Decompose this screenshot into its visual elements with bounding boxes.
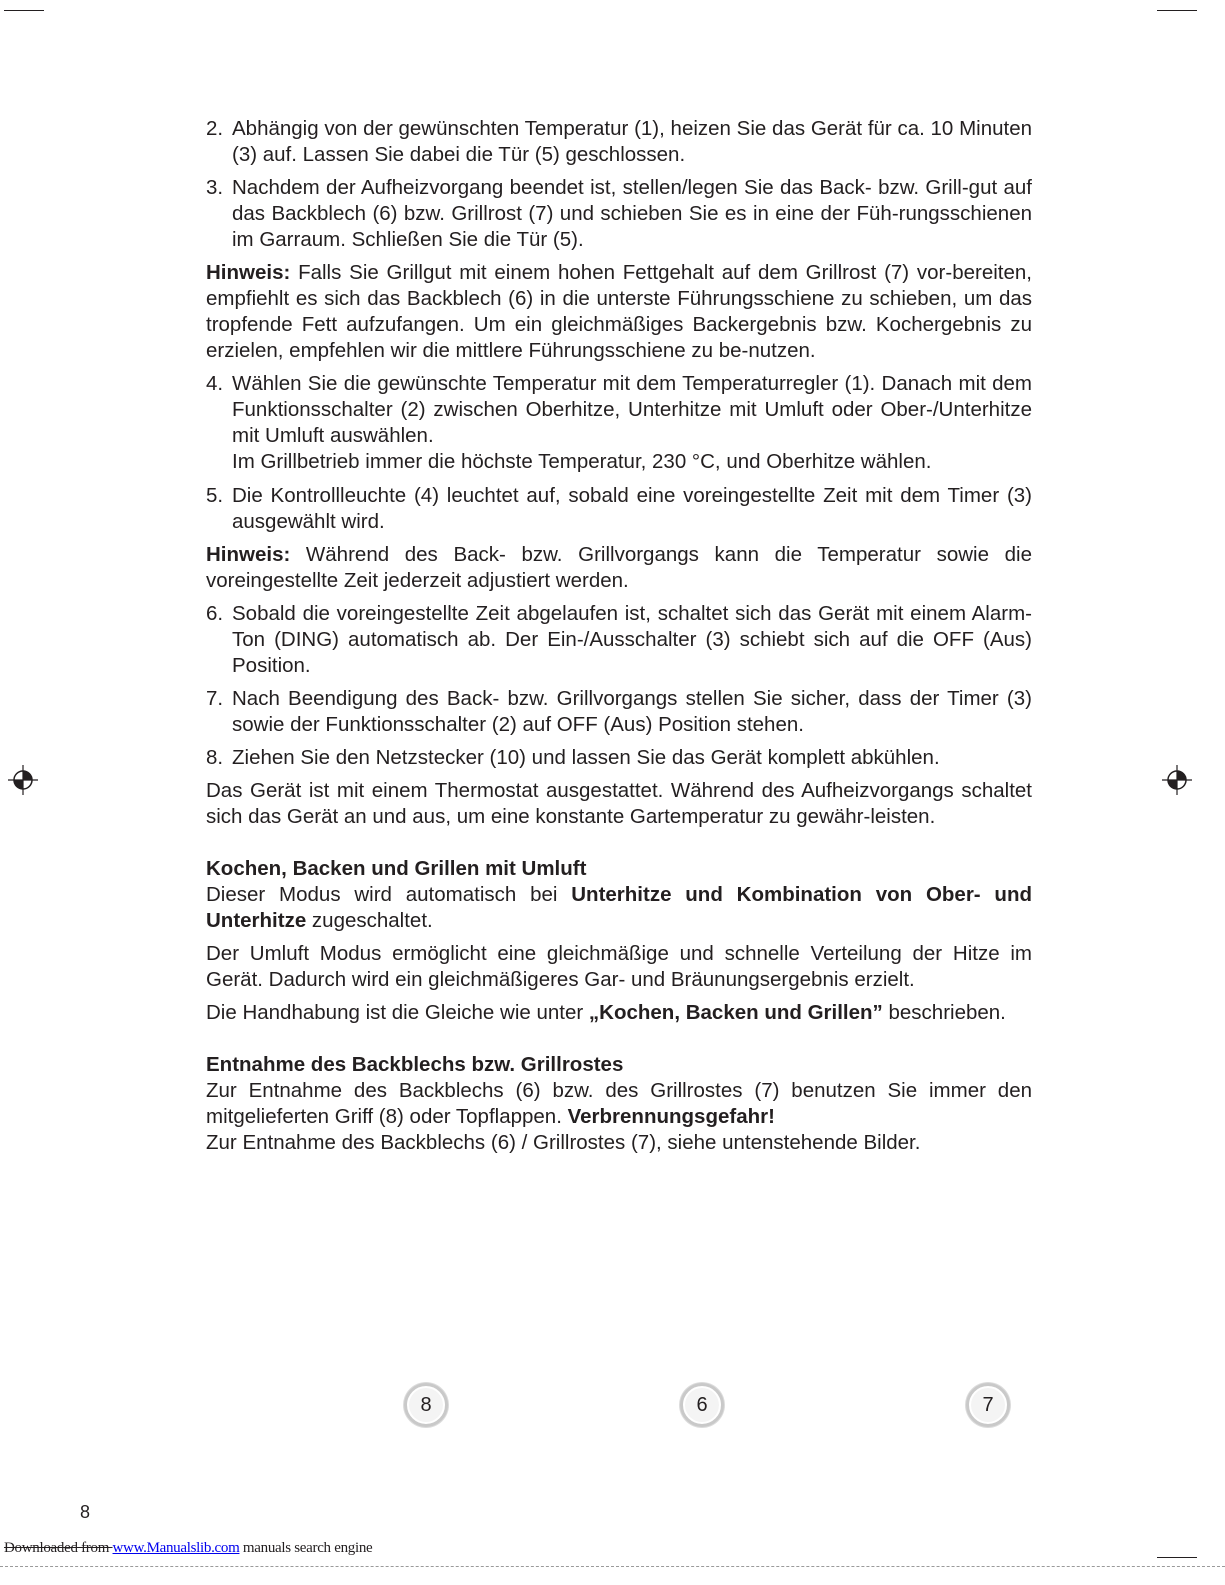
list-text: Nachdem der Aufheizvorgang beendet ist, stellen/legen Sie das Back- bzw. Grill-gut auf das Backblech (6) bzw. Grillrost (7) und schieben Sie es in eine der Füh-rungsschienen im Garraum. Schließen Sie die Tür (5). [232, 176, 1032, 251]
text-span: beschrieben. [882, 1001, 1006, 1024]
download-footer [4, 1540, 372, 1557]
list-text: Die Kontrollleuchte (4) leuchtet auf, sobald eine voreingestellte Zeit mit dem Timer (3) ausgewählt wird. [232, 484, 1032, 533]
list-number: 2. [206, 117, 224, 140]
bold-span: Unterhitze und Kombination von Ober- und Unterhitze [206, 883, 1032, 932]
cut-line [0, 1566, 1225, 1567]
text-span: Die Handhabung ist die Gleiche wie unter [206, 1001, 589, 1024]
list-item [206, 601, 1032, 679]
thermostat-paragraph: Das Gerät ist mit einem Thermostat ausgestattet. Während des Aufheizvorgangs schaltet sich das Gerät an und aus, um eine konstante Gartemperatur zu gewähr-leisten. [206, 779, 1032, 828]
note-paragraph [206, 260, 1032, 364]
list-item [206, 483, 1032, 535]
list-item [206, 686, 1032, 738]
registration-mark-left-icon [8, 765, 38, 795]
list-item [206, 175, 1032, 253]
crop-mark-top-right [1157, 10, 1197, 11]
text-span: zugeschaltet. [306, 909, 433, 932]
list-text [232, 371, 1032, 475]
page-number: 8 [80, 1502, 91, 1522]
note-paragraph [206, 542, 1032, 594]
note-label: Hinweis: [206, 261, 291, 284]
umluft-paragraph-2: Der Umluft Modus ermöglicht eine gleichmäßige und schnelle Verteilung der Hitze im Gerät. Dadurch wird ein gleichmäßigeres Gar- und Bräunungsergebnis erzielt. [206, 942, 1032, 991]
list-text-main: Wählen Sie die gewünschte Temperatur mit dem Temperaturregler (1). Danach mit dem Funktionsschalter (2) zwischen Oberhitze, Unterhitze mit Umluft oder Ober-/Unterhitze mit Umluft auswählen. [232, 372, 1032, 447]
entnahme-paragraph-2: Zur Entnahme des Backblechs (6) / Grillrostes (7), siehe untenstehende Bilder. [206, 1131, 921, 1154]
list-number: 5. [206, 484, 224, 507]
crop-mark-bottom-right [1157, 1557, 1197, 1558]
list-number: 6. [206, 602, 224, 625]
manual-body [206, 116, 1032, 1163]
list-text: Abhängig von der gewünschten Temperatur (1), heizen Sie das Gerät für ca. 10 Minuten (3) auf. Lassen Sie dabei die Tür (5) geschlossen. [232, 117, 1032, 166]
section-heading-entnahme: Entnahme des Backblechs bzw. Grillrostes [206, 1053, 624, 1076]
crop-mark-top-left [4, 10, 44, 11]
umluft-paragraph-3 [206, 1000, 1032, 1026]
footer-prefix: Downloaded from [4, 1540, 113, 1556]
umluft-paragraph-1 [206, 882, 1032, 934]
list-number: 8. [206, 746, 224, 769]
manualslib-link[interactable]: www.Manualslib.com [112, 1540, 240, 1556]
section-heading-umluft: Kochen, Backen und Grillen mit Umluft [206, 857, 587, 880]
text-span: Zur Entnahme des Backblechs (6) bzw. des Grillrostes (7) benutzen Sie immer den mitgelieferten Griff (8) oder Topflappen. [206, 1079, 1032, 1128]
list-text: Nach Beendigung des Back- bzw. Grillvorgangs stellen Sie sicher, dass der Timer (3) sowie der Funktionsschalter (2) auf OFF (Aus) Position stehen. [232, 687, 1032, 736]
footer-suffix: manuals search engine [239, 1540, 373, 1556]
list-item [206, 745, 1032, 771]
bold-span: „Kochen, Backen und Grillen” [588, 1001, 883, 1024]
list-item [206, 116, 1032, 168]
list-number: 3. [206, 176, 224, 199]
list-text: Sobald die voreingestellte Zeit abgelaufen ist, schaltet sich das Gerät mit einem Alarm-Ton (DING) automatisch ab. Der Ein-/Ausschalter (3) schiebt sich auf die OFF (Aus) Position. [232, 602, 1032, 677]
list-number: 7. [206, 687, 224, 710]
list-number: 4. [206, 372, 224, 395]
entnahme-paragraph-1 [206, 1078, 1032, 1130]
list-text-sub: Im Grillbetrieb immer die höchste Temperatur, 230 °C, und Oberhitze wählen. [232, 450, 932, 473]
list-text: Ziehen Sie den Netzstecker (10) und lassen Sie das Gerät komplett abkühlen. [232, 746, 940, 769]
registration-mark-right-icon [1162, 765, 1192, 795]
callout-grillrost: 7 [966, 1383, 1010, 1427]
note-text: Falls Sie Grillgut mit einem hohen Fettgehalt auf dem Grillrost (7) vor-bereiten, empfiehlt es sich das Backblech (6) in die unterste Führungsschiene zu schieben, um das tropfende Fett aufzufangen. Um ein gleichmäßiges Backergebnis bzw. Kochergebnis zu erzielen, empfehlen wir die mittlere Führungsschiene zu be-nutzen. [206, 261, 1032, 362]
callout-backblech: 6 [680, 1383, 724, 1427]
note-label: Hinweis: [206, 543, 291, 566]
bold-span: Verbrennungsgefahr! [567, 1105, 775, 1128]
callout-griff: 8 [404, 1383, 448, 1427]
note-text: Während des Back- bzw. Grillvorgangs kann die Temperatur sowie die voreingestellte Zeit jederzeit adjustiert werden. [206, 543, 1032, 592]
text-span: Dieser Modus wird automatisch bei [206, 883, 572, 906]
list-item [206, 371, 1032, 475]
